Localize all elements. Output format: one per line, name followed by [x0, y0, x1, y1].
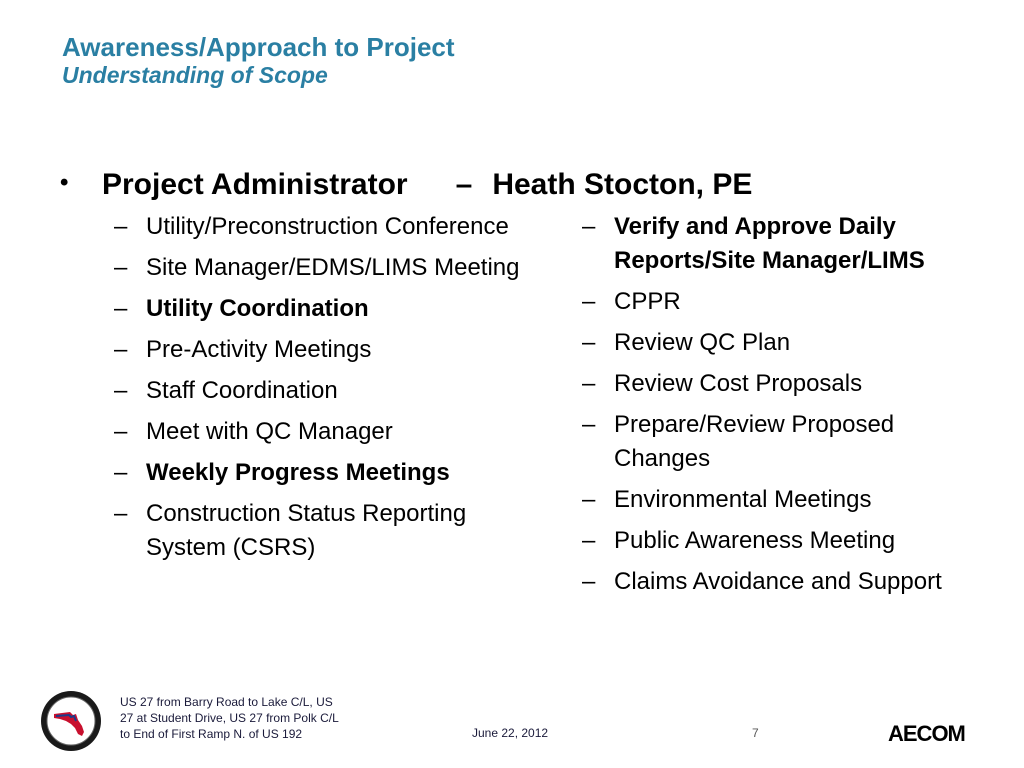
dash-marker: –: [582, 213, 596, 240]
dash-marker: –: [114, 377, 128, 404]
list-item: [582, 285, 962, 319]
list-item: [582, 210, 962, 278]
dash-marker: –: [582, 568, 596, 595]
list-item: [582, 326, 962, 360]
list-item: [114, 497, 534, 565]
slide-title: Awareness/Approach to Project: [62, 32, 455, 62]
bullet-symbol: •: [60, 169, 69, 196]
list-item-text: Environmental Meetings: [614, 486, 872, 513]
list-item: [582, 367, 962, 401]
list-item: [114, 456, 534, 490]
dash-marker: –: [114, 459, 128, 486]
dash-marker: –: [582, 370, 596, 397]
list-item-text: Construction Status Reporting System (CSRS): [146, 500, 467, 561]
role-title: Project Administrator: [102, 168, 408, 201]
dash-marker: –: [114, 213, 128, 240]
fdot-seal-icon: [40, 690, 102, 752]
list-item-text: Prepare/Review Proposed Changes: [614, 411, 895, 472]
footer-project-description: US 27 from Barry Road to Lake C/L, US 27 at Student Drive, US 27 from Polk C/L to End of First Ramp N. of US 192: [120, 695, 339, 741]
role-bullet: [60, 165, 752, 203]
dash-marker: –: [582, 486, 596, 513]
list-item-text: Public Awareness Meeting: [614, 527, 896, 554]
list-item: [114, 292, 534, 326]
list-item-text: Staff Coordination: [146, 377, 338, 404]
list-item-text: Utility Coordination: [146, 295, 369, 322]
list-item-text: Review Cost Proposals: [614, 370, 863, 397]
left-task-list: [114, 210, 534, 572]
list-item: [114, 210, 534, 244]
footer-date: June 22, 2012: [472, 726, 549, 740]
dash-marker: –: [582, 288, 596, 315]
person-name: Heath Stocton, PE: [492, 168, 753, 201]
aecom-logo: AECOM: [888, 721, 965, 746]
list-item-text: Claims Avoidance and Support: [614, 568, 942, 595]
list-item: [114, 333, 534, 367]
dash-marker: –: [582, 411, 596, 438]
right-task-list: [582, 210, 962, 606]
list-item-text: Site Manager/EDMS/LIMS Meeting: [146, 254, 520, 281]
list-item: [582, 483, 962, 517]
list-item: [582, 408, 962, 476]
list-item: [114, 251, 534, 285]
list-item-text: Verify and Approve Daily Reports/Site Manager/LIMS: [614, 213, 925, 274]
list-item-text: Pre-Activity Meetings: [146, 336, 372, 363]
dash-marker: –: [114, 500, 128, 527]
list-item-text: CPPR: [614, 288, 681, 315]
list-item: [114, 374, 534, 408]
list-item-text: Utility/Preconstruction Conference: [146, 213, 509, 240]
dash-marker: –: [114, 254, 128, 281]
dash-marker: –: [114, 418, 128, 445]
list-item-text: Weekly Progress Meetings: [146, 459, 450, 486]
dash-marker: –: [582, 527, 596, 554]
list-item-text: Meet with QC Manager: [146, 418, 393, 445]
dash-marker: –: [114, 336, 128, 363]
slide-title-block: [62, 32, 455, 88]
dash-marker: –: [582, 329, 596, 356]
list-item: [114, 415, 534, 449]
dash-marker: –: [114, 295, 128, 322]
footer-page-number: 7: [752, 726, 759, 740]
role-separator: –: [455, 168, 473, 201]
list-item: [582, 524, 962, 558]
list-item: [582, 565, 962, 599]
slide-subtitle: Understanding of Scope: [62, 62, 328, 88]
list-item-text: Review QC Plan: [614, 329, 791, 356]
